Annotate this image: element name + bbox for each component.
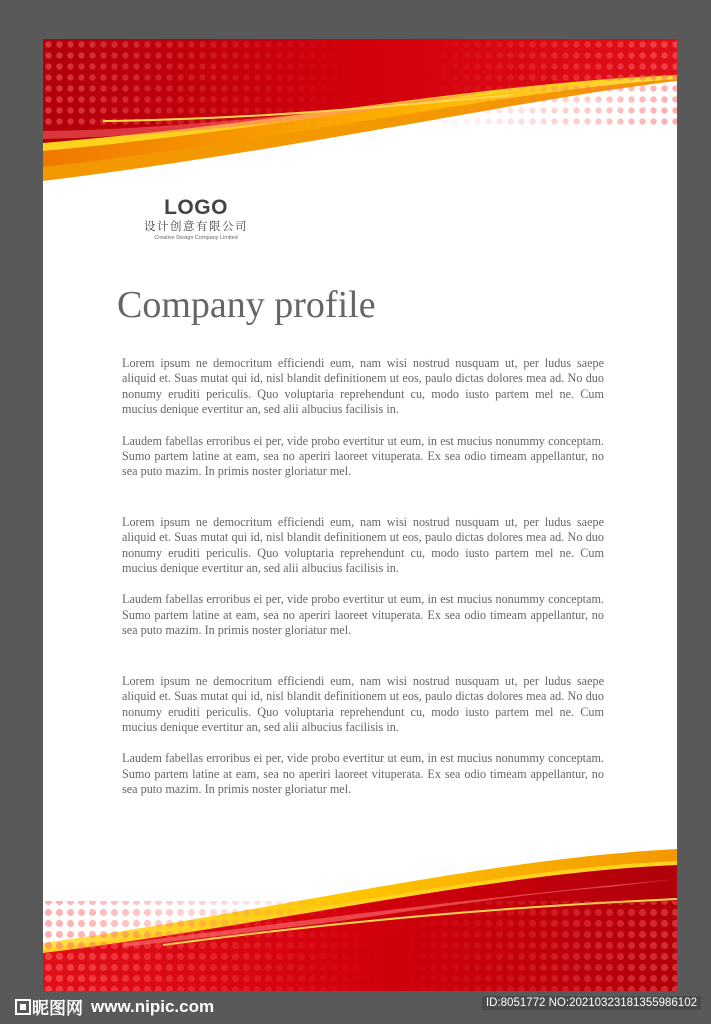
body-text bbox=[122, 356, 604, 798]
company-logo bbox=[131, 197, 261, 242]
top-wave-decoration bbox=[43, 39, 677, 189]
paragraph: Laudem fabellas erroribus ei per, vide probo evertitur ut eum, in est mucius nonummy conceptam. Sumo partem latine at eam, sea no aperiri laoreet vituperata. Ex sea odio timeam appellantur, no sea puto mazim. In primis noster gloriatur mel. bbox=[122, 751, 604, 797]
letterhead-page bbox=[43, 39, 677, 991]
logo-chinese-name: 设计创意有限公司 bbox=[144, 219, 248, 233]
paragraph: Lorem ipsum ne democritum efficiendi eum, nam wisi nostrud nusquam ut, per ludus saepe aliquid et. Suas mutat qui id, nisl blandit definitionem ut eos, paulo dictas dolores mea ad. No duo nonumy eruditi periculis. Quo voluptaria reprehendunt cu, modo iusto partem mel ne. Cum mucius denique evertitur an, sed alii albucius facilisis in. bbox=[122, 356, 604, 417]
bottom-wave-decoration bbox=[43, 841, 677, 991]
paragraph: Lorem ipsum ne democritum efficiendi eum, nam wisi nostrud nusquam ut, per ludus saepe aliquid et. Suas mutat qui id, nisl blandit definitionem ut eos, paulo dictas dolores mea ad. No duo nonumy eruditi periculis. Quo voluptaria reprehendunt cu, modo iusto partem mel ne. Cum mucius denique evertitur an, sed alii albucius facilisis in. bbox=[122, 673, 604, 734]
logo-english-name: Creative Design Company Limited bbox=[154, 235, 238, 241]
watermark-box-icon bbox=[15, 999, 31, 1015]
watermark-logo bbox=[14, 994, 214, 1019]
page-title: Company profile bbox=[117, 284, 376, 326]
paragraph: Laudem fabellas erroribus ei per, vide probo evertitur ut eum, in est mucius nonummy conceptam. Sumo partem latine at eam, sea no aperiri laoreet vituperata. Ex sea odio timeam appellantur, no sea puto mazim. In primis noster gloriatur mel. bbox=[122, 592, 604, 638]
watermark-url: www.nipic.com bbox=[91, 996, 215, 1016]
paragraph: Lorem ipsum ne democritum efficiendi eum, nam wisi nostrud nusquam ut, per ludus saepe aliquid et. Suas mutat qui id, nisl blandit definitionem ut eos, paulo dictas dolores mea ad. No duo nonumy eruditi periculis. Quo voluptaria reprehendunt cu, modo iusto partem mel ne. Cum mucius denique evertitur an, sed alii albucius facilisis in. bbox=[122, 514, 604, 576]
paragraph: Laudem fabellas erroribus ei per, vide probo evertitur ut eum, in est mucius nonummy conceptam. Sumo partem latine at eam, sea no aperiri laoreet vituperata. Ex sea odio timeam appellantur, no sea puto mazim. In primis noster gloriatur mel. bbox=[122, 433, 604, 479]
watermark-site-name: 昵图网 bbox=[32, 999, 83, 1018]
watermark-id: ID:8051772 NO:20210323181355986102 bbox=[482, 996, 701, 1010]
logo-wordmark: LOGO bbox=[164, 196, 228, 219]
